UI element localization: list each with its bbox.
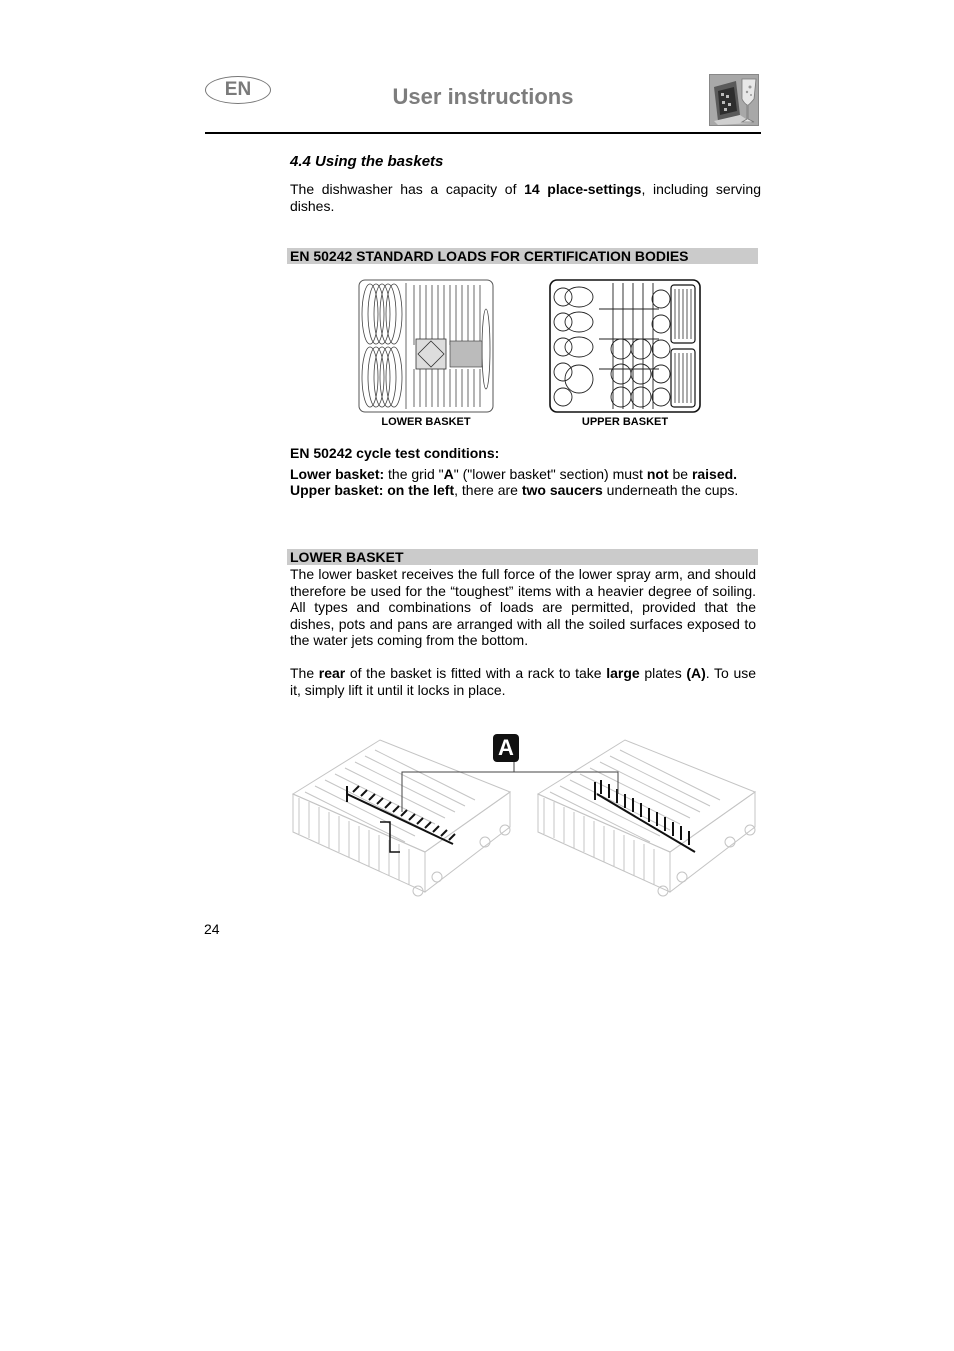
dishwasher-glass-icon bbox=[709, 74, 759, 126]
lower-basket-diagram bbox=[358, 279, 494, 413]
conditions-title: EN 50242 cycle test conditions: bbox=[290, 445, 500, 461]
lower-basket-condition bbox=[290, 466, 770, 482]
header-divider bbox=[205, 132, 761, 134]
paragraph-text: plates bbox=[639, 665, 687, 681]
condition-text: underneath the cups. bbox=[602, 482, 739, 498]
condition-text: the grid " bbox=[384, 466, 444, 482]
upper-basket-caption: UPPER BASKET bbox=[581, 416, 669, 428]
page-number: 24 bbox=[204, 921, 220, 937]
condition-label: Lower basket: bbox=[290, 466, 385, 482]
emphasis: rear bbox=[318, 665, 346, 681]
condition-text: " ("lower basket" section) must bbox=[453, 466, 647, 482]
paragraph-text: of the basket is fitted with a rack to take bbox=[345, 665, 607, 681]
rack-paragraph bbox=[290, 665, 756, 698]
intro-paragraph bbox=[290, 181, 761, 214]
emphasis: not bbox=[646, 466, 669, 482]
emphasis: raised. bbox=[691, 466, 738, 482]
upper-basket-diagram bbox=[549, 279, 701, 413]
lower-basket-paragraph: The lower basket receives the full force of the lower spray arm, and should therefore be used for the “toughest” items with a heavier degree of soiling. All types and combinations of loads are permitted, provided that the dishes, pots and pans are arranged with all the soiled surfaces exposed to the water jets coming from the bottom. bbox=[290, 566, 756, 649]
page-title: User instructions bbox=[392, 84, 574, 109]
emphasis: two saucers bbox=[521, 482, 603, 498]
language-badge: EN bbox=[205, 76, 271, 104]
intro-text-end: , including serving dishes. bbox=[290, 181, 761, 214]
callout-label-a: A bbox=[493, 734, 519, 762]
lower-basket-caption: LOWER BASKET bbox=[381, 416, 471, 428]
emphasis: large bbox=[606, 665, 640, 681]
lower-basket-bar: LOWER BASKET bbox=[287, 549, 758, 565]
paragraph-text: . To use it, simply lift it until it locks in place. bbox=[290, 665, 757, 698]
condition-label: Upper basket: on the left bbox=[290, 482, 455, 498]
section-heading: 4.4 Using the baskets bbox=[290, 153, 444, 170]
condition-text: be bbox=[668, 466, 692, 482]
standard-loads-bar: EN 50242 STANDARD LOADS FOR CERTIFICATION BODIES bbox=[287, 248, 758, 264]
upper-basket-condition bbox=[290, 482, 770, 498]
capacity-value: 14 place-settings bbox=[524, 181, 642, 197]
condition-text: , there are bbox=[454, 482, 522, 498]
figure-ref: (A) bbox=[686, 665, 706, 681]
grid-ref: A bbox=[443, 466, 454, 482]
lower-basket-rack-illustration bbox=[285, 732, 760, 902]
intro-text: The dishwasher has a capacity of bbox=[290, 181, 525, 197]
paragraph-text: The bbox=[290, 665, 319, 681]
